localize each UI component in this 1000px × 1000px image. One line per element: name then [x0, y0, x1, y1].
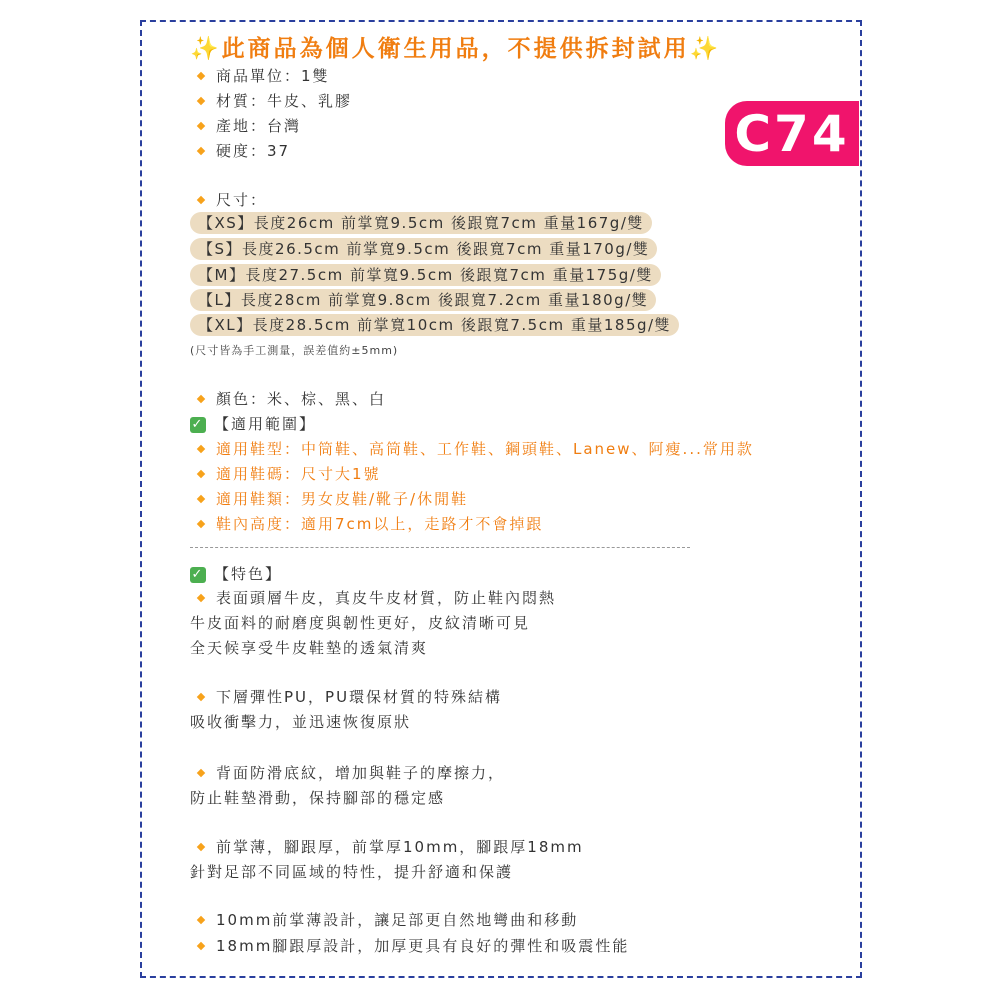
product-code-badge: C74 [725, 101, 859, 166]
size-note: (尺寸皆為手工測量，誤差值約±5mm) [190, 344, 399, 357]
scope-item: 鞋內高度：適用7cm以上，走路才不會掉跟 [190, 513, 543, 534]
spec-item: 硬度：37 [190, 140, 290, 161]
bullet-diamond-icon [197, 593, 205, 601]
feature-line: 背面防滑底紋，增加與鞋子的摩擦力， [190, 762, 505, 783]
title-text: 此商品為個人衛生用品，不提供拆封試用 [221, 36, 690, 62]
scope-item: 適用鞋類：男女皮鞋/靴子/休閒鞋 [190, 488, 468, 509]
check-mark-icon: ✓ [191, 566, 205, 582]
size-label: 尺寸： [190, 189, 267, 210]
feature-line: 18mm腳跟厚設計，加厚更具有良好的彈性和吸震性能 [190, 935, 629, 956]
feature-line: 針對足部不同區域的特性，提升舒適和保護 [190, 863, 514, 881]
bullet-diamond-icon [197, 692, 205, 700]
size-row: 【XS】長度26cm 前掌寬9.5cm 後跟寬7cm 重量167g/雙 [190, 212, 652, 234]
check-mark-icon: ✓ [191, 416, 205, 432]
scope-item: 適用鞋型：中筒鞋、高筒鞋、工作鞋、鋼頭鞋、Lanew、阿瘦...常用款 [190, 438, 754, 459]
spec-item: 材質：牛皮、乳膠 [190, 90, 352, 111]
spec-item: 產地：台灣 [190, 115, 301, 136]
feature-line: 10mm前掌薄設計，讓足部更自然地彎曲和移動 [190, 909, 578, 930]
sparkle-icon: ✨ [190, 36, 222, 62]
scope-item: 適用鞋碼：尺寸大1號 [190, 463, 381, 484]
bullet-diamond-icon [197, 96, 205, 104]
size-row: 【S】長度26.5cm 前掌寬9.5cm 後跟寬7cm 重量170g/雙 [190, 238, 657, 260]
size-row: 【M】長度27.5cm 前掌寬9.5cm 後跟寬7cm 重量175g/雙 [190, 264, 661, 286]
bullet-diamond-icon [197, 519, 205, 527]
section-divider [190, 547, 690, 548]
bullet-diamond-icon [197, 71, 205, 79]
bullet-diamond-icon [197, 146, 205, 154]
feature-line: 牛皮面料的耐磨度與韌性更好，皮紋清晰可見 [190, 614, 531, 632]
feature-line: 吸收衝擊力，並迅速恢復原狀 [190, 713, 412, 731]
size-row: 【L】長度28cm 前掌寬9.8cm 後跟寬7.2cm 重量180g/雙 [190, 289, 656, 311]
bullet-diamond-icon [197, 394, 205, 402]
features-heading: ✓ 【特色】 [191, 565, 283, 583]
feature-line: 防止鞋墊滑動，保持腳部的穩定感 [190, 789, 446, 807]
feature-line: 全天候享受牛皮鞋墊的透氣清爽 [190, 639, 429, 657]
sparkle-icon: ✨ [689, 36, 722, 62]
bullet-diamond-icon [197, 469, 205, 477]
size-row: 【XL】長度28.5cm 前掌寬10cm 後跟寬7.5cm 重量185g/雙 [190, 314, 679, 336]
feature-line: 下層彈性PU，PU環保材質的特殊結構 [190, 686, 502, 707]
bullet-diamond-icon [197, 842, 205, 850]
bullet-diamond-icon [197, 941, 205, 949]
spec-item: 商品單位：1雙 [190, 65, 330, 86]
title-notice [190, 30, 721, 63]
scope-heading: ✓ 【適用範圍】 [191, 415, 317, 433]
bullet-diamond-icon [197, 768, 205, 776]
bullet-diamond-icon [197, 494, 205, 502]
feature-line: 表面頭層牛皮，真皮牛皮材質，防止鞋內悶熱 [190, 587, 556, 608]
bullet-diamond-icon [197, 444, 205, 452]
colors-item: 顏色：米、棕、黑、白 [190, 388, 386, 409]
bullet-diamond-icon [197, 195, 205, 203]
feature-line: 前掌薄，腳跟厚，前掌厚10mm，腳跟厚18mm [190, 836, 584, 857]
bullet-diamond-icon [197, 915, 205, 923]
bullet-diamond-icon [197, 121, 205, 129]
